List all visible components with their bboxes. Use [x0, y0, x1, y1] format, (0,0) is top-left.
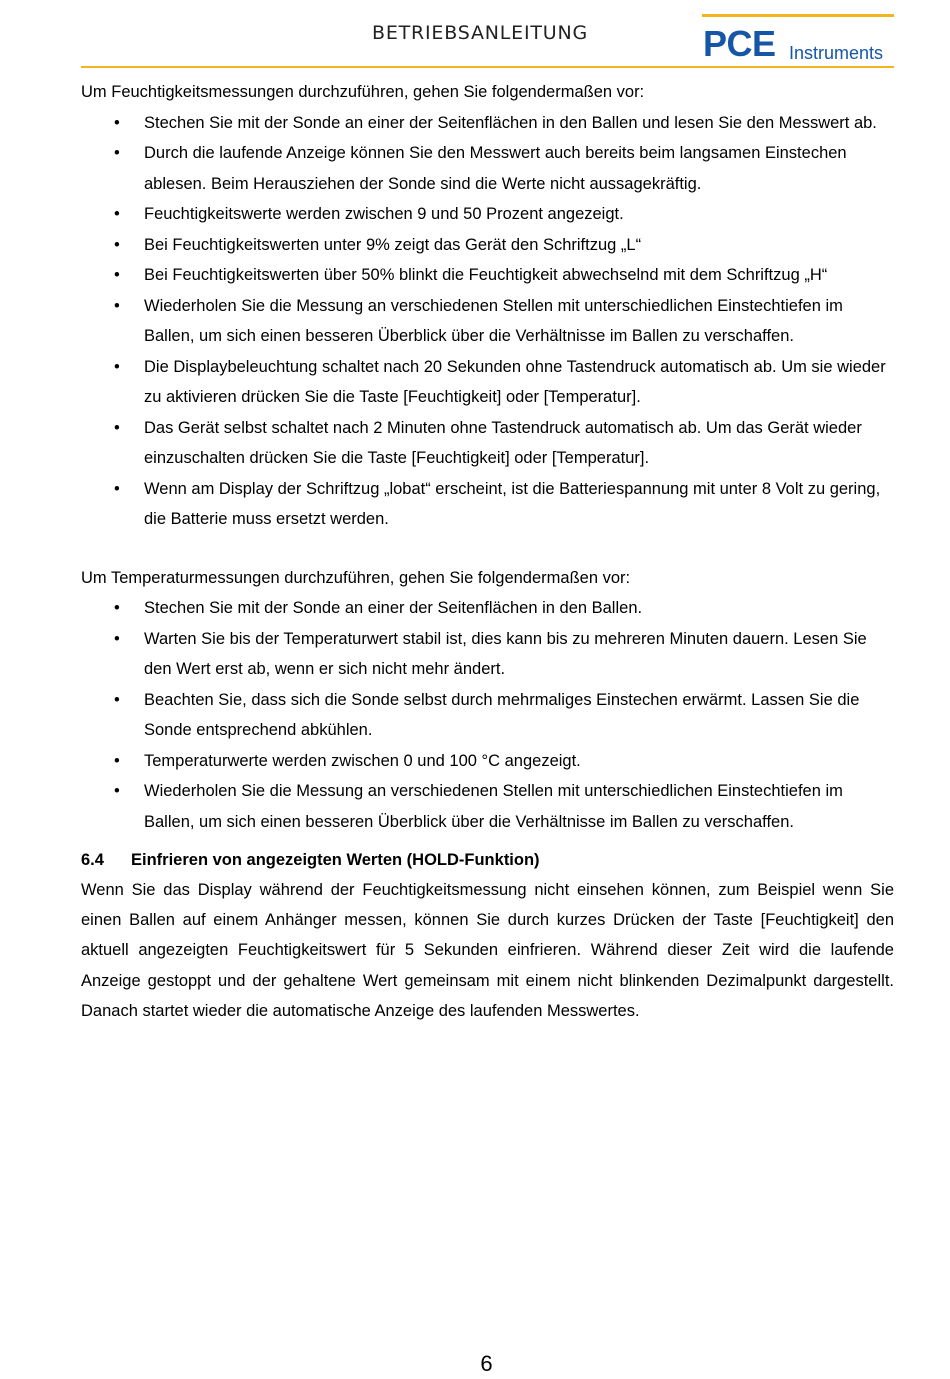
bullet-icon: •	[114, 144, 120, 162]
section-body: Wenn Sie das Display während der Feuchtigkeitsmessung nicht einsehen können, zum Beispiel wenn Sie einen Ballen auf einem Anhänger messen, können Sie durch kurzes Drücken der Taste [Feuchtigkeit] den aktuell angezeigten Feuchtigkeitswert für 5 Sekunden einfrieren. Während dieser Zeit wird die laufende Anzeige gestoppt und der gehaltene Wert gemeinsam mit einem nicht blinkenden Dezimalpunkt dargestellt. Danach startet wieder die automatische Anzeige des laufenden Messwertes.	[81, 881, 894, 1020]
section-heading	[81, 845, 894, 875]
pce-instruments-logo	[702, 12, 894, 64]
list-item: • Wenn am Display der Schriftzug „lobat“ erscheint, ist die Batteriespannung mit unter 8 Volt zu gering, die Batterie muss ersetzt werden.	[81, 474, 894, 535]
spacer	[81, 535, 894, 563]
logo-accent-bar	[702, 14, 894, 17]
section-title: Einfrieren von angezeigten Werten (HOLD-Funktion)	[131, 851, 540, 869]
page-content	[81, 77, 894, 1026]
list-item: • Warten Sie bis der Temperaturwert stabil ist, dies kann bis zu mehreren Minuten dauern. Lesen Sie den Wert erst ab, wenn er sich nicht mehr ändert.	[81, 624, 894, 685]
bullet-icon: •	[114, 113, 120, 132]
bullet-icon: •	[114, 629, 120, 648]
bullet-icon: •	[114, 296, 120, 315]
bullet-icon: •	[114, 205, 120, 223]
list-item: • Das Gerät selbst schaltet nach 2 Minuten ohne Tastendruck automatisch ab. Um das Gerät wieder einzuschalten drücken Sie die Taste [Feuchtigkeit] oder [Temperatur].	[81, 413, 894, 474]
list-item: • Bei Feuchtigkeitswerten unter 9% zeigt das Gerät den Schriftzug „L“	[81, 230, 894, 261]
bullet-icon: •	[114, 418, 120, 437]
temperature-intro: Um Temperaturmessungen durchzuführen, gehen Sie folgendermaßen vor:	[81, 568, 631, 587]
list-item: • Die Displaybeleuchtung schaltet nach 20 Sekunden ohne Tastendruck automatisch ab. Um sie wieder zu aktivieren drücken Sie die Taste [Feuchtigkeit] oder [Temperatur].	[81, 352, 894, 413]
bullet-icon: •	[114, 751, 120, 770]
list-item: • Stechen Sie mit der Sonde an einer der Seitenflächen in den Ballen.	[81, 593, 894, 624]
logo-brand-text: PCE	[703, 23, 776, 64]
bullet-icon: •	[114, 266, 120, 284]
list-item: • Stechen Sie mit der Sonde an einer der Seitenflächen in den Ballen und lesen Sie den Messwert ab.	[81, 108, 894, 139]
list-item: • Beachten Sie, dass sich die Sonde selbst durch mehrmaliges Einstechen erwärmt. Lassen Sie die Sonde entsprechend abkühlen.	[81, 685, 894, 746]
bullet-icon: •	[114, 235, 120, 254]
humidity-steps-list	[81, 108, 894, 535]
logo-sub-text: Instruments	[789, 43, 884, 63]
section-number: 6.4	[81, 851, 104, 869]
bullet-icon: •	[114, 782, 120, 800]
list-item: • Feuchtigkeitswerte werden zwischen 9 und 50 Prozent angezeigt.	[81, 199, 894, 230]
list-item: • Temperaturwerte werden zwischen 0 und 100 °C angezeigt.	[81, 746, 894, 777]
list-item: • Durch die laufende Anzeige können Sie den Messwert auch bereits beim langsamen Einstechen ablesen. Beim Herausziehen der Sonde sind die Werte nicht aussagekräftig.	[81, 138, 894, 199]
bullet-icon: •	[114, 599, 120, 617]
document-title: BETRIEBSANLEITUNG	[371, 22, 589, 44]
list-item: • Bei Feuchtigkeitswerten über 50% blinkt die Feuchtigkeit abwechselnd mit dem Schriftzug „H“	[81, 260, 894, 291]
humidity-intro: Um Feuchtigkeitsmessungen durchzuführen, gehen Sie folgendermaßen vor:	[81, 83, 645, 101]
list-item: • Wiederholen Sie die Messung an verschiedenen Stellen mit unterschiedlichen Einstechtiefen im Ballen, um sich einen besseren Überblick über die Verhältnisse im Ballen zu verschaffen.	[81, 776, 894, 837]
temperature-steps-list	[81, 593, 894, 837]
page-number: 6	[480, 1351, 493, 1376]
bullet-icon: •	[114, 479, 120, 498]
list-item: • Wiederholen Sie die Messung an verschiedenen Stellen mit unterschiedlichen Einstechtiefen im Ballen, um sich einen besseren Überblick über die Verhältnisse im Ballen zu verschaffen.	[81, 291, 894, 352]
header-divider	[81, 66, 894, 68]
bullet-icon: •	[114, 690, 120, 709]
bullet-icon: •	[114, 357, 120, 376]
